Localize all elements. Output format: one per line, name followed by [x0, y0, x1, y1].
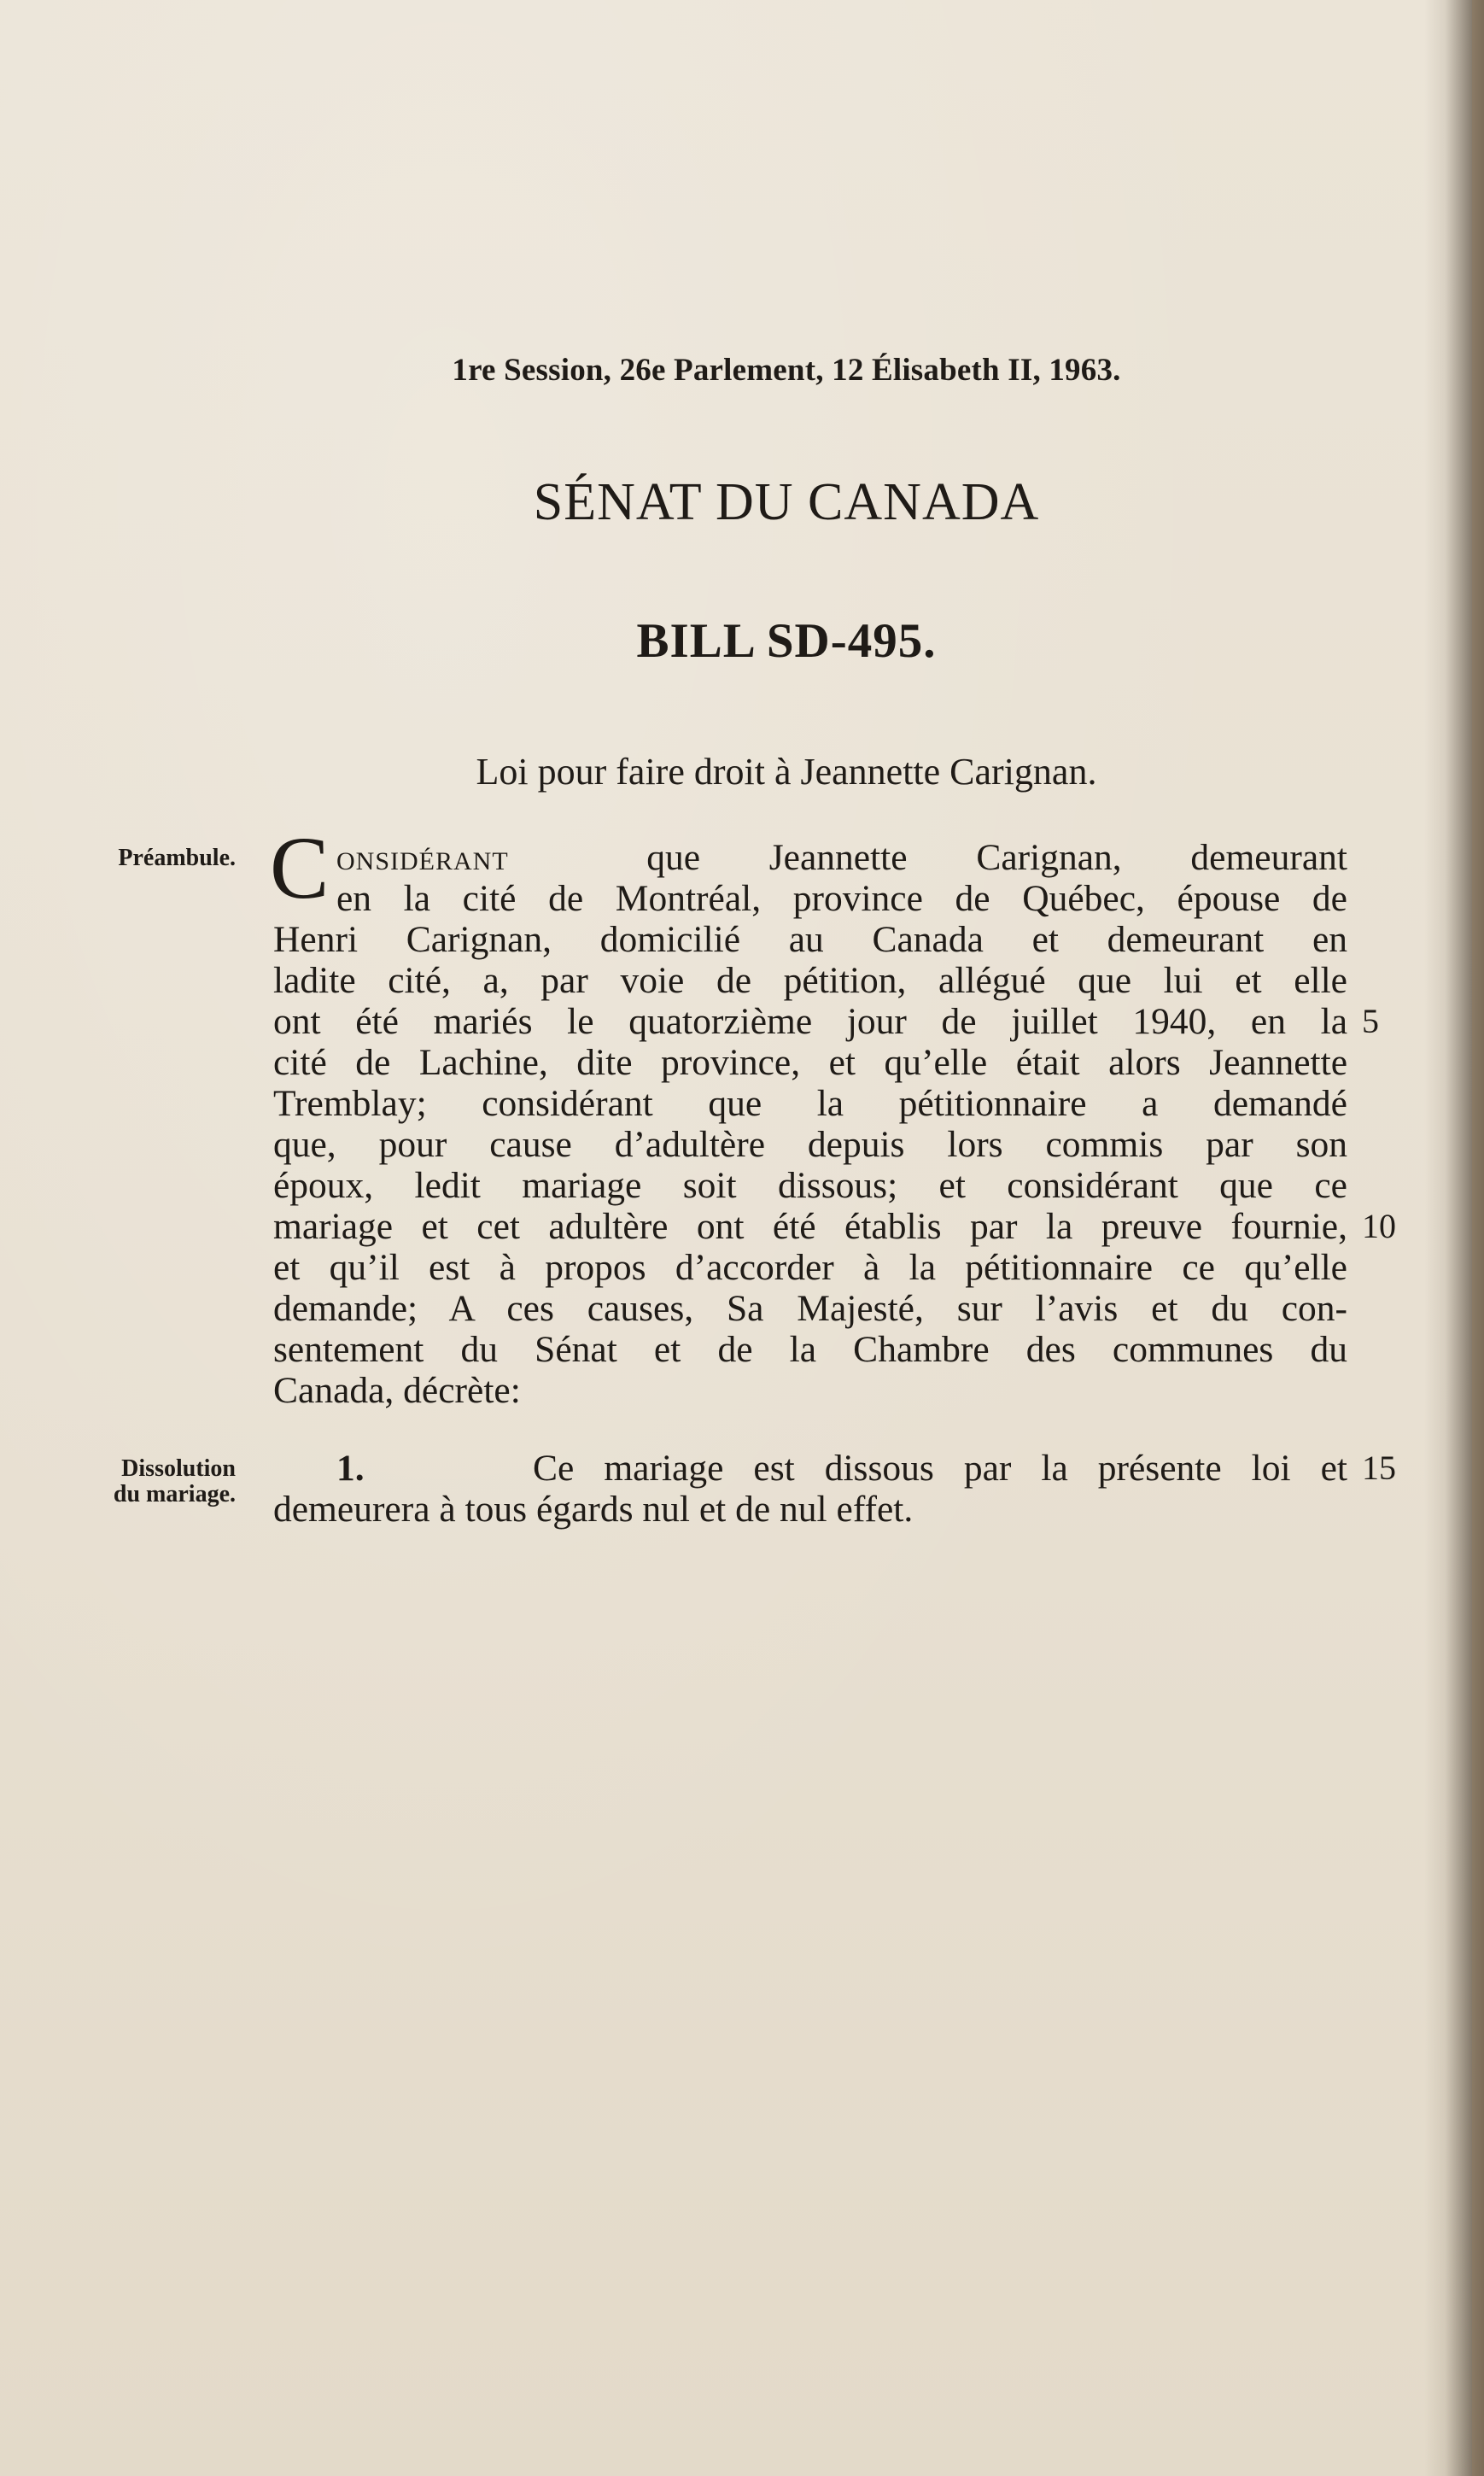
- preamble-paragraph: [273, 837, 1347, 1411]
- section-number: 1.: [336, 1448, 365, 1489]
- preamble-line: cité de Lachine, dite province, et qu’elle était alors Jeannette: [273, 1042, 1347, 1083]
- preamble-line: Tremblay; considérant que la pétitionnaire a demandé: [273, 1083, 1347, 1124]
- drop-cap: C: [270, 819, 330, 917]
- section-line: demeurera à tous égards nul et de nul effet.: [273, 1489, 914, 1530]
- line-number-5: 5: [1362, 1002, 1379, 1040]
- preamble-lead-word: onsidérant: [336, 837, 509, 878]
- margin-note-line: du mariage.: [113, 1481, 236, 1507]
- section-1-paragraph: [273, 1448, 1347, 1530]
- preamble-line: et qu’il est à propos d’accorder à la pétitionnaire ce qu’elle: [273, 1247, 1347, 1288]
- preamble-line: Canada, décrète:: [273, 1370, 521, 1411]
- preamble-line: ladite cité, a, par voie de pétition, allégué que lui et elle: [273, 960, 1347, 1001]
- preamble-line: mariage et cet adultère ont été établis par la preuve fournie,: [273, 1206, 1347, 1247]
- preamble-line: demande; A ces causes, Sa Majesté, sur l’avis et du con-: [273, 1288, 1347, 1329]
- chamber-title: SÉNAT DU CANADA: [533, 473, 1040, 531]
- bill-long-title: Loi pour faire droit à Jeannette Carignan.: [476, 751, 1097, 793]
- preamble-line: époux, ledit mariage soit dissous; et considérant que ce: [273, 1165, 1347, 1206]
- preamble-line: en la cité de Montréal, province de Québec, épouse de: [336, 878, 1347, 919]
- bill-number: BILL SD-495.: [636, 614, 937, 668]
- margin-note-preamble: Préambule.: [118, 845, 236, 871]
- preamble-line: ont été mariés le quatorzième jour de juillet 1940, en la: [273, 1001, 1347, 1042]
- line-number-10: 10: [1362, 1207, 1396, 1245]
- preamble-line: sentement du Sénat et de la Chambre des communes du: [273, 1329, 1347, 1370]
- section-line: 1. Ce mariage est dissous par la présente loi et: [336, 1448, 1347, 1489]
- preamble-line: onsidérant que Jeannette Carignan, demeurant: [336, 837, 1347, 878]
- preamble-line: Henri Carignan, domicilié au Canada et demeurant en: [273, 919, 1347, 960]
- session-header: 1re Session, 26e Parlement, 12 Élisabeth II, 1963.: [452, 353, 1121, 388]
- margin-note-line: Dissolution: [121, 1455, 236, 1482]
- margin-note-dissolution: [34, 1456, 236, 1507]
- line-number-15: 15: [1362, 1449, 1396, 1487]
- preamble-line: que, pour cause d’adultère depuis lors commis par son: [273, 1124, 1347, 1165]
